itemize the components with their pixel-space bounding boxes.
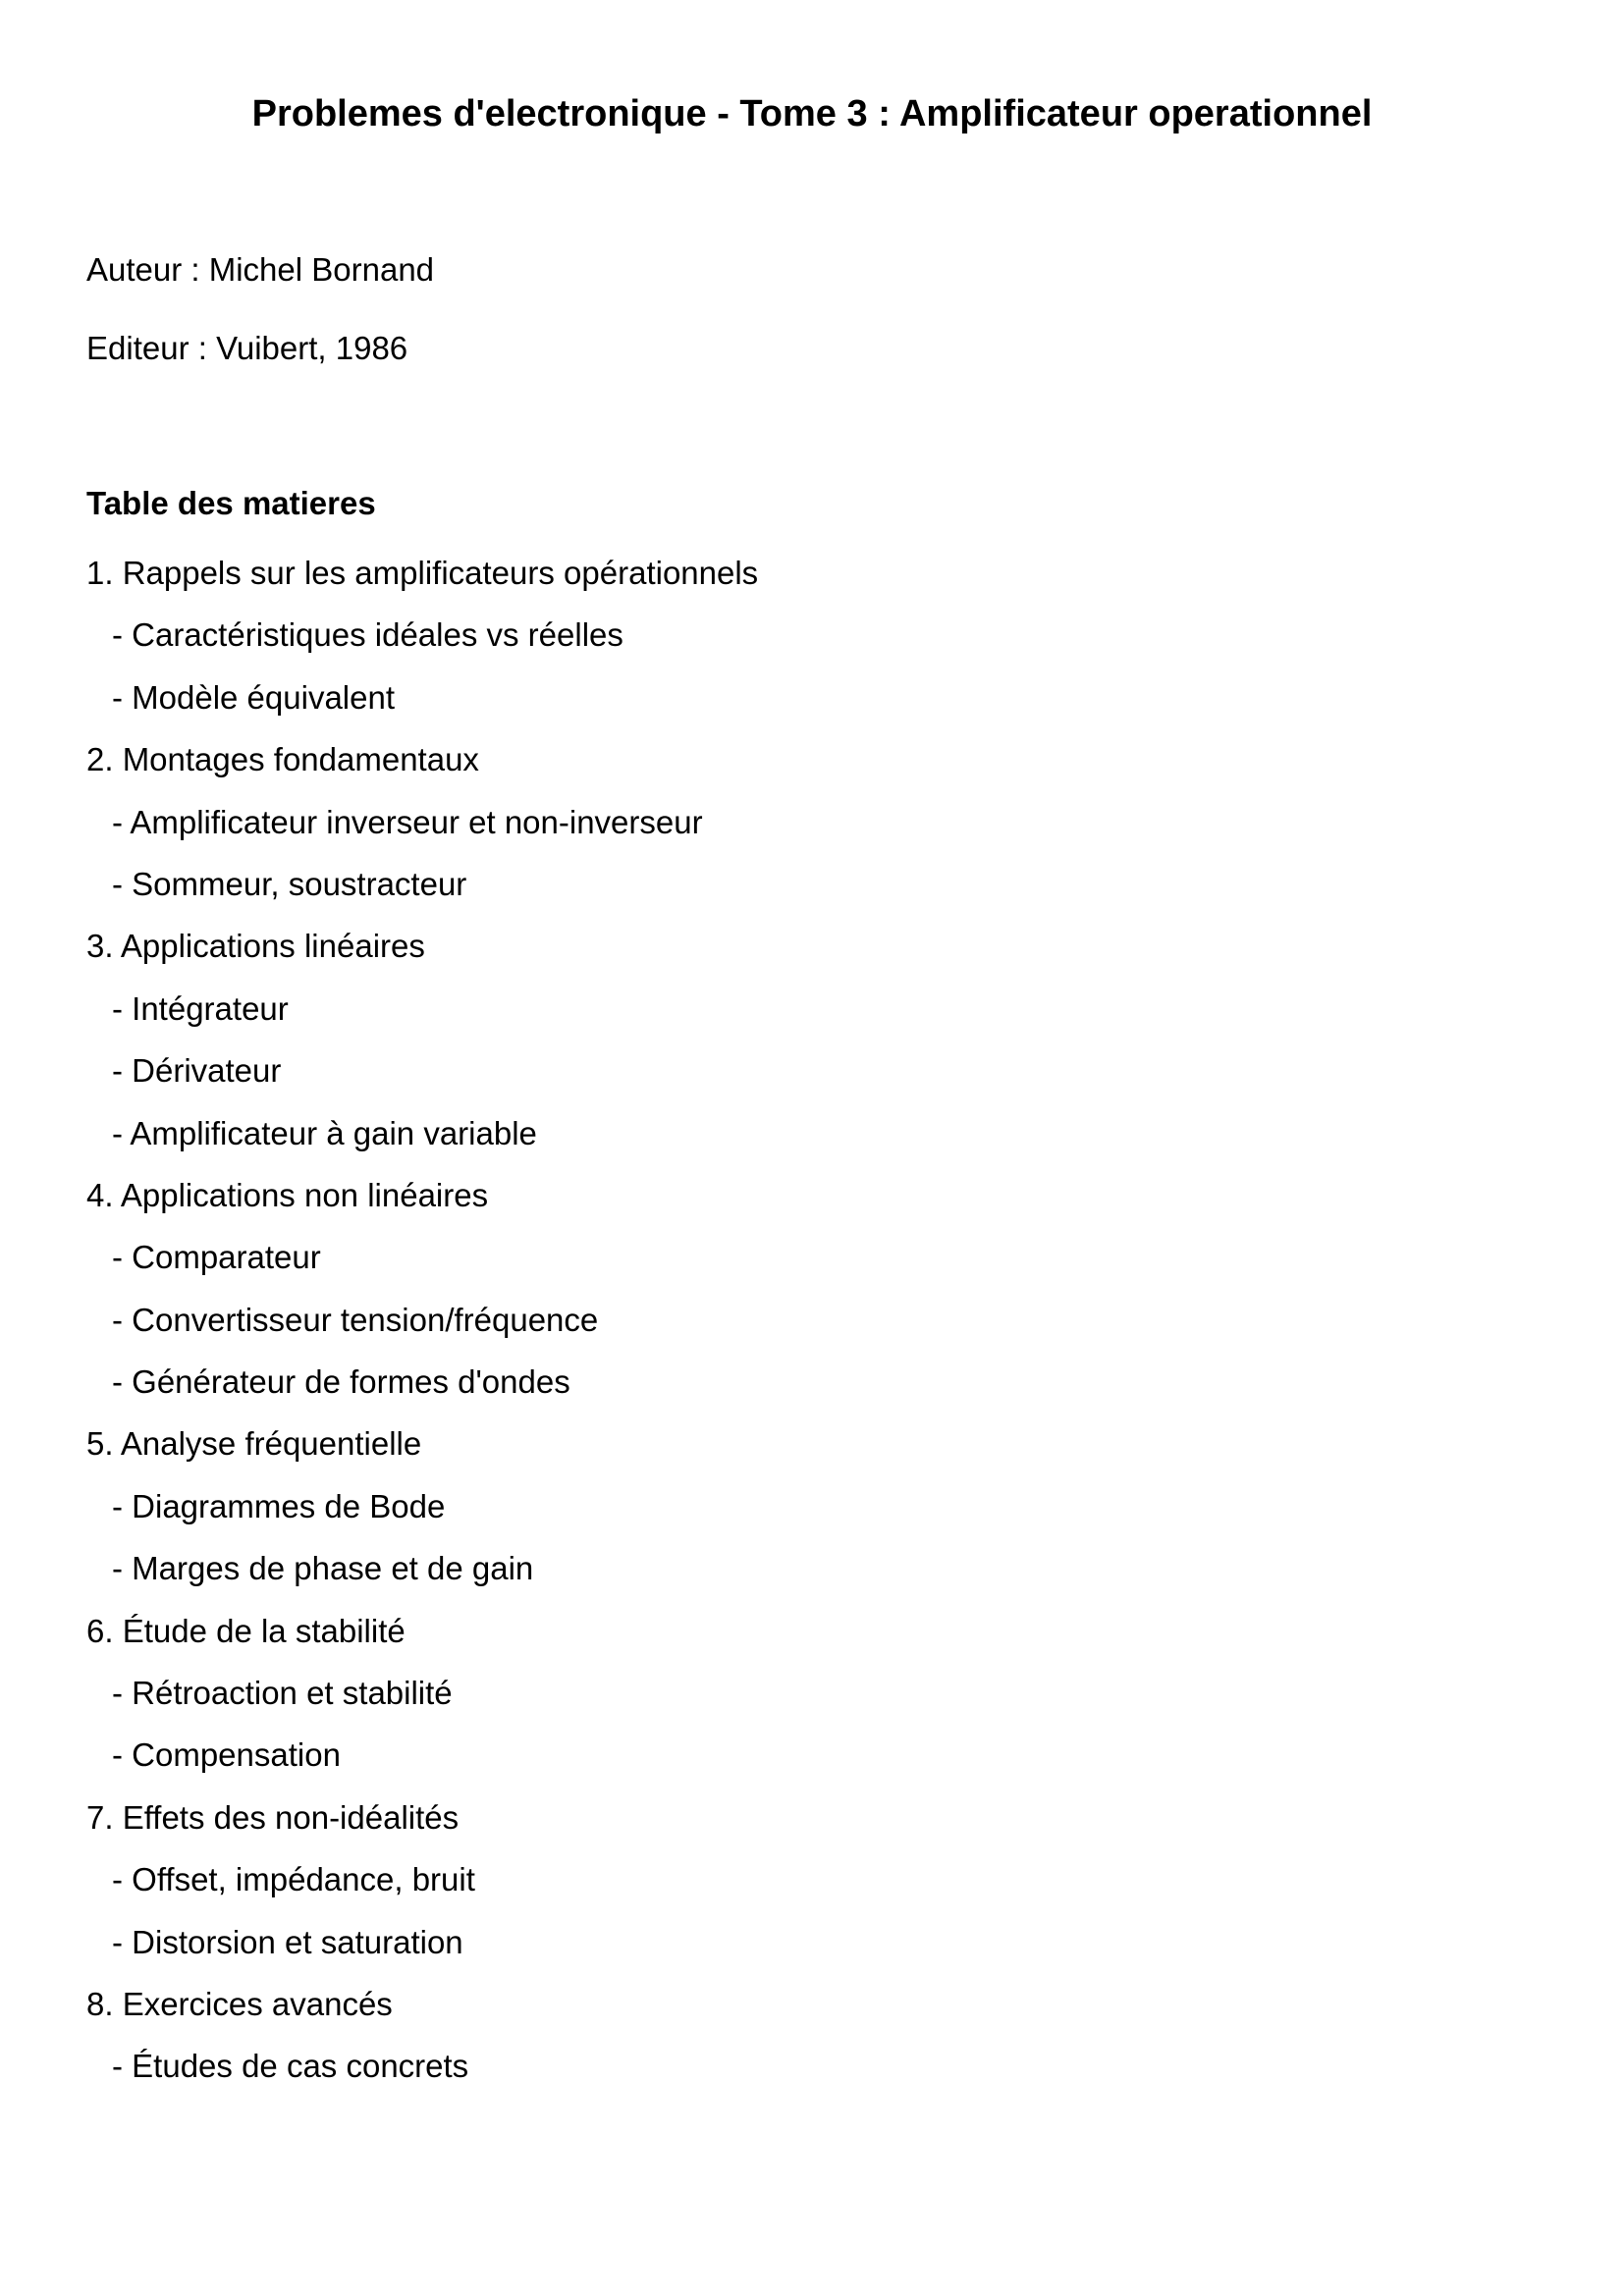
toc-subitem: - Compensation [112,1736,341,1774]
toc-chapter [86,1608,758,1794]
toc-subitems [86,1670,758,1794]
toc-subitem: - Amplificateur à gain variable [112,1114,537,1151]
publisher-line: Editeur : Vuibert, 1986 [86,330,408,366]
toc-subitem: - Intégrateur [112,989,289,1027]
toc-chapter-label: 5. Analyse fréquentielle [86,1425,422,1463]
toc-chapter-label: 6. Étude de la stabilité [86,1612,406,1649]
author-line: Auteur : Michel Bornand [86,251,435,288]
toc-chapter-label: 7. Effets des non-idéalités [86,1798,460,1836]
toc-subitems [86,2043,758,2105]
toc-subitem: - Dérivateur [112,1052,282,1090]
toc-subitems [86,1234,758,1420]
toc-subitem: - Rétroaction et stabilité [112,1675,453,1712]
toc-chapter [86,1981,758,2106]
toc-subitem: - Marges de phase et de gain [112,1550,534,1587]
toc-subitem: - Diagrammes de Bode [112,1487,446,1524]
table-of-contents [86,550,758,2106]
toc-subitem: - Sommeur, soustracteur [112,865,467,902]
toc-chapter [86,736,758,923]
toc-chapter [86,1794,758,1981]
toc-subitem: - Études de cas concrets [112,2048,469,2085]
toc-subitems [86,1856,758,1981]
toc-chapter-label: 3. Applications linéaires [86,928,425,965]
toc-subitem: - Caractéristiques idéales vs réelles [112,616,623,654]
toc-chapter [86,550,758,736]
toc-chapter [86,1172,758,1421]
toc-subitem: - Comparateur [112,1239,321,1276]
toc-subitems [86,799,758,924]
toc-subitem: - Amplificateur inverseur et non-inverseur [112,803,703,840]
toc-subitem: - Distorsion et saturation [112,1923,463,1960]
toc-subitem: - Modèle équivalent [112,678,396,716]
toc-heading: Table des matieres [86,485,376,521]
toc-subitems [86,1483,758,1608]
toc-chapter-label: 2. Montages fondamentaux [86,741,479,778]
toc-subitem: - Convertisseur tension/fréquence [112,1301,599,1338]
toc-chapter-label: 8. Exercices avancés [86,1985,393,2022]
toc-subitems [86,612,758,736]
toc-chapter [86,1420,758,1607]
toc-chapter-label: 1. Rappels sur les amplificateurs opérationnels [86,555,759,591]
toc-chapter-label: 4. Applications non linéaires [86,1176,489,1213]
toc-subitems [86,986,758,1172]
toc-chapter [86,923,758,1172]
toc-subitem: - Offset, impédance, bruit [112,1861,475,1898]
document-title: Problemes d'electronique - Tome 3 : Amplificateur operationnel [251,93,1373,134]
toc-subitem: - Générateur de formes d'ondes [112,1363,570,1401]
